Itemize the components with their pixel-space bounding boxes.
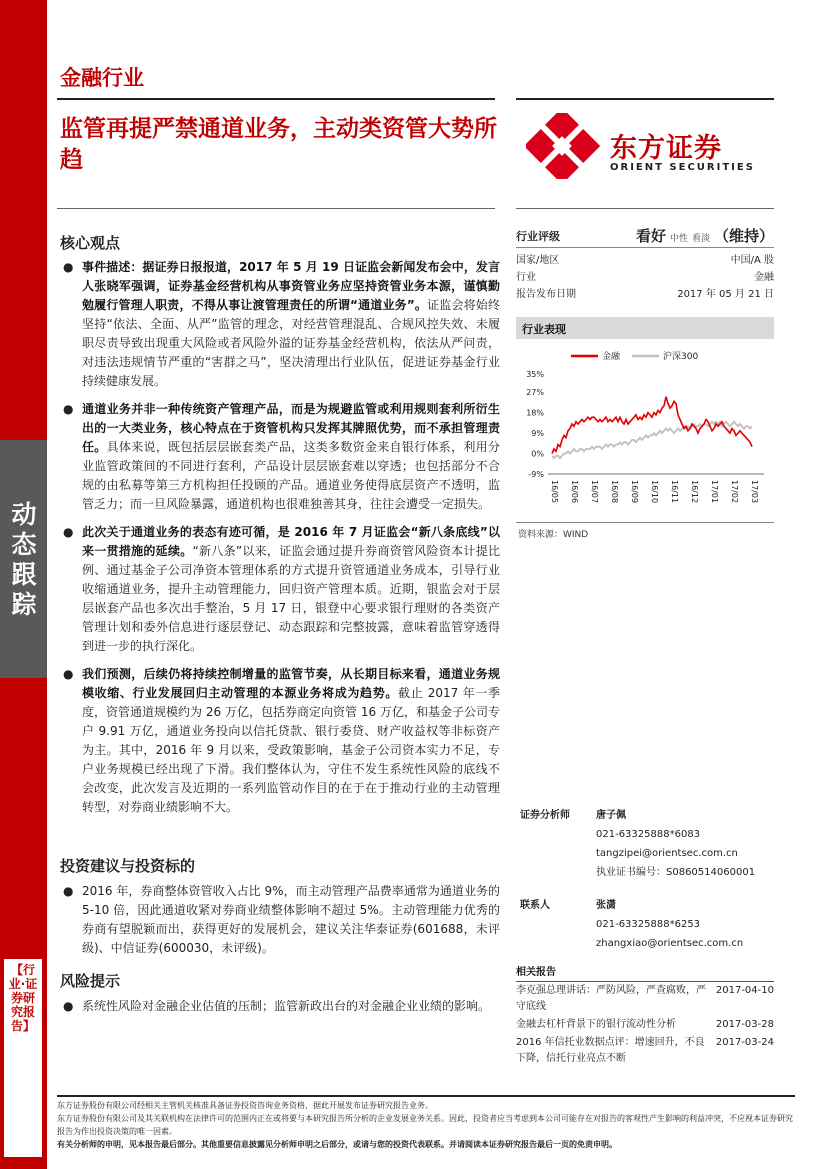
footer-line: 有关分析师的申明，见本报告最后部分。其他重要信息披露见分析师申明之后部分，或请与您的投资代表联系。并请阅读本证券研究报告最后一页的免责申明。 bbox=[57, 1140, 617, 1149]
bullet-icon: ● bbox=[63, 260, 74, 274]
x-tick-label: 16/11 bbox=[670, 480, 679, 504]
y-tick-label: 35% bbox=[526, 370, 544, 379]
contact-role: 联系人 bbox=[520, 900, 550, 911]
performance-chart bbox=[516, 342, 774, 522]
series-lines bbox=[552, 397, 752, 458]
series-label: 【行业·证券研究报告】 bbox=[8, 963, 38, 1033]
footer-disclaimer bbox=[57, 1099, 795, 1151]
contact-block bbox=[516, 896, 774, 956]
risk-title: 风险提示 bbox=[60, 972, 121, 990]
header-divider bbox=[57, 98, 495, 100]
info-row: 国家/地区 中国/A 股 bbox=[516, 255, 774, 266]
section-label: 动态跟踪 bbox=[11, 500, 37, 619]
bullet-icon: ● bbox=[63, 999, 74, 1013]
related-report-item[interactable]: 李克强总理讲话：严防风险，严查腐败，严守底线 2017-04-10 bbox=[516, 985, 774, 1012]
x-tick-label: 16/08 bbox=[610, 480, 619, 504]
chart-legend bbox=[571, 350, 698, 362]
industry-title: 金融行业 bbox=[60, 66, 144, 90]
core-view-title: 核心观点 bbox=[60, 234, 121, 252]
x-tick-label: 16/12 bbox=[690, 480, 699, 504]
contact-name: 张潇 bbox=[596, 900, 616, 911]
list-item: ● 此次关于通道业务的表态有迹可循，是 2016 年 7 月证监会“新八条底线”以来一贯措施的延续。“新八条”以来，证监会通过提升券商资管风险资本计提比例、通过基金子公司净资本管理体系的方式提升资管通道业务成本，引导行业收缩通道业务，提升主动管理能力，回归资产管理本质。近期，银监会对于层层嵌套产品也多次出手整治，5 月 17 日，银登中心要求银行理财的各类资产管理计划和委外信息进行逐层登记、动态跟踪和完整披露，意味着监管穿透得到进一步的执行深化。 bbox=[63, 525, 500, 653]
footer-line: 东方证券股份有限公司经相关主管机关核准具备证券投资咨询业务资格，据此开展发布证券研究报告业务。 bbox=[57, 1101, 433, 1110]
company-name-en: ORIENT SECURITIES bbox=[610, 162, 755, 173]
x-tick-label: 16/05 bbox=[550, 480, 559, 504]
performance-title: 行业表现 bbox=[516, 317, 774, 339]
risk-list bbox=[60, 997, 500, 1025]
related-reports-list bbox=[516, 983, 774, 1069]
analyst-block bbox=[516, 806, 774, 886]
x-tick-label: 16/07 bbox=[590, 480, 599, 504]
bullet-icon: ● bbox=[63, 525, 74, 539]
related-reports-title: 相关报告 bbox=[516, 963, 774, 982]
x-tick-label: 16/09 bbox=[630, 480, 639, 504]
list-item: ● 2016 年，券商整体资管收入占比 9%，而主动管理产品费率通常为通道业务的 5-10 倍，因此通道收紧对券商业绩整体影响不超过 5%。主动管理能力优秀的券商有望脱颖而出，获得更好的发展机会，建议关注华泰证券(601688，未评级)、中信证券(600030，未评级)。 bbox=[63, 884, 500, 955]
related-report-item[interactable]: 金融去杠杆背景下的银行流动性分析 2017-03-28 bbox=[516, 1019, 774, 1030]
legend-label-hs300: 沪深300 bbox=[663, 352, 699, 362]
analyst-email[interactable]: tangzipei@orientsec.com.cn bbox=[596, 848, 738, 859]
x-tick-label: 17/01 bbox=[710, 480, 719, 504]
analyst-phone: 021-63325888*6083 bbox=[596, 829, 701, 840]
title-divider bbox=[57, 208, 495, 209]
company-name: 东方证券 bbox=[610, 133, 722, 164]
y-tick-label: 0% bbox=[531, 449, 544, 459]
x-tick-label: 17/02 bbox=[730, 480, 739, 504]
rating-label: 行业评级 bbox=[516, 229, 560, 243]
footer-line: 东方证券股份有限公司及其关联机构在法律许可的范围内正在或将要与本研究报告所分析的企业发展业务关系。因此，投资者应当考虑到本公司可能存在对报告的客观性产生影响的利益冲突，不应视本证券研究报告为作出投资决策的唯一因素。 bbox=[57, 1114, 793, 1136]
source-divider bbox=[516, 522, 774, 523]
contact-phone: 021-63325888*6253 bbox=[596, 919, 701, 930]
contact-info bbox=[596, 896, 743, 953]
y-tick-label: 9% bbox=[531, 429, 544, 439]
x-tick-label: 17/03 bbox=[750, 480, 759, 504]
list-item: ● 通道业务并非一种传统资产管理产品，而是为规避监管或利用规则套利所衍生出的一大类业务，核心特点在于资管机构只发挥其牌照优势，而不承担管理责任。具体来说，既包括层层嵌套类产品，这类多数资金来自银行体系，利用分业监管政策间的不同进行套利，产品设计层层嵌套难以穿透；也包括部分不合规的由私募等第三方机构担任投顾的产品。通道业务使得底层资产不透明，监管乏力；而一旦风险暴露，通道机构也很难独善其身，往往会遭受一定损失。 bbox=[63, 402, 500, 511]
bullet-icon: ● bbox=[63, 402, 74, 416]
list-item: ● 事件描述：据证券日报报道，2017 年 5 月 19 日证监会新闻发布会中，发言人张晓军强调，证券基金经营机构从事资管业务应坚持资管业务本源，谨慎勤勉履行管理人职责，不得从事让渡管理责任的所谓“通道业务”。证监会将始终坚持“依法、全面、从严”监管的理念，对经营管理混乱、合规风控失效、未履职尽责导致出现重大风险或者风险外溢的证券基金经营机构，依法从严问责，对违法违规情节严重的“害群之马”，坚决清理出行业队伍，促进证券基金行业持续健康发展。 bbox=[63, 260, 500, 388]
bullet-icon: ● bbox=[63, 884, 74, 898]
rating-panel bbox=[516, 224, 774, 301]
analyst-name: 唐子佩 bbox=[596, 810, 626, 821]
info-row: 报告发布日期 2017 年 05 月 21 日 bbox=[516, 289, 774, 300]
y-tick-label: 27% bbox=[526, 388, 544, 398]
info-row: 行业 金融 bbox=[516, 272, 774, 283]
header-divider-right bbox=[516, 98, 774, 100]
x-tick-label: 16/10 bbox=[650, 480, 659, 504]
series-line-hs300 bbox=[552, 422, 752, 458]
core-view-list bbox=[60, 258, 500, 826]
data-source: 资料来源：WIND bbox=[518, 530, 589, 540]
footer-divider bbox=[57, 1095, 795, 1097]
report-title: 监管再提严禁通道业务，主动类资管大势所趋 bbox=[60, 116, 497, 173]
investment-title: 投资建议与投资标的 bbox=[60, 857, 196, 875]
y-tick-label: -9% bbox=[528, 470, 544, 479]
contact-email[interactable]: zhangxiao@orientsec.com.cn bbox=[596, 938, 744, 949]
related-report-item[interactable]: 2016 年信托业数据点评：增速回升，不良下降，信托行业亮点不断 2017-03-24 bbox=[516, 1037, 774, 1064]
legend-label-finance: 金融 bbox=[602, 352, 621, 362]
rating-row bbox=[516, 224, 774, 248]
list-item: ● 我们预测，后续仍将持续控制增量的监管节奏，从长期目标来看，通道业务规模收缩、行业发展回归主动管理的本源业务将成为趋势。截止 2017 年一季度，资管通道规模约为 26 万亿，包括券商定向资管 16 万亿，和基金子公司专户 9.91 万亿，通道业务投向以信托贷款、银行委贷、财产收益权等非标资产为主。其中，2016 年 9 月以来，受政策影响，基金子公司资本实力不足，专户业务规模已经出现了下滑。我们整体认为，守住不发生系统性风险的底线不会改变，此次发言及近期的一系列监管动作目的在于在于推动行业的主动管理转型，对券商业绩影响不大。 bbox=[63, 667, 500, 814]
series-label-box bbox=[3, 958, 43, 1158]
title-divider-right bbox=[516, 208, 774, 209]
list-item: ● 系统性风险对金融企业估值的压制；监管新政出台的对金融企业业绩的影响。 bbox=[60, 997, 500, 1016]
investment-list bbox=[60, 882, 500, 967]
analyst-license: 执业证书编号：S0860514060001 bbox=[596, 867, 756, 878]
x-tick-label: 16/06 bbox=[570, 480, 579, 504]
y-tick-label: 18% bbox=[526, 408, 544, 418]
analyst-role: 证券分析师 bbox=[520, 810, 570, 821]
analyst-info bbox=[596, 806, 755, 882]
y-axis bbox=[526, 370, 544, 479]
x-axis bbox=[548, 474, 764, 503]
rating-value: 看好 中性 看淡 （维持） bbox=[635, 227, 774, 245]
bullet-icon: ● bbox=[63, 667, 74, 681]
